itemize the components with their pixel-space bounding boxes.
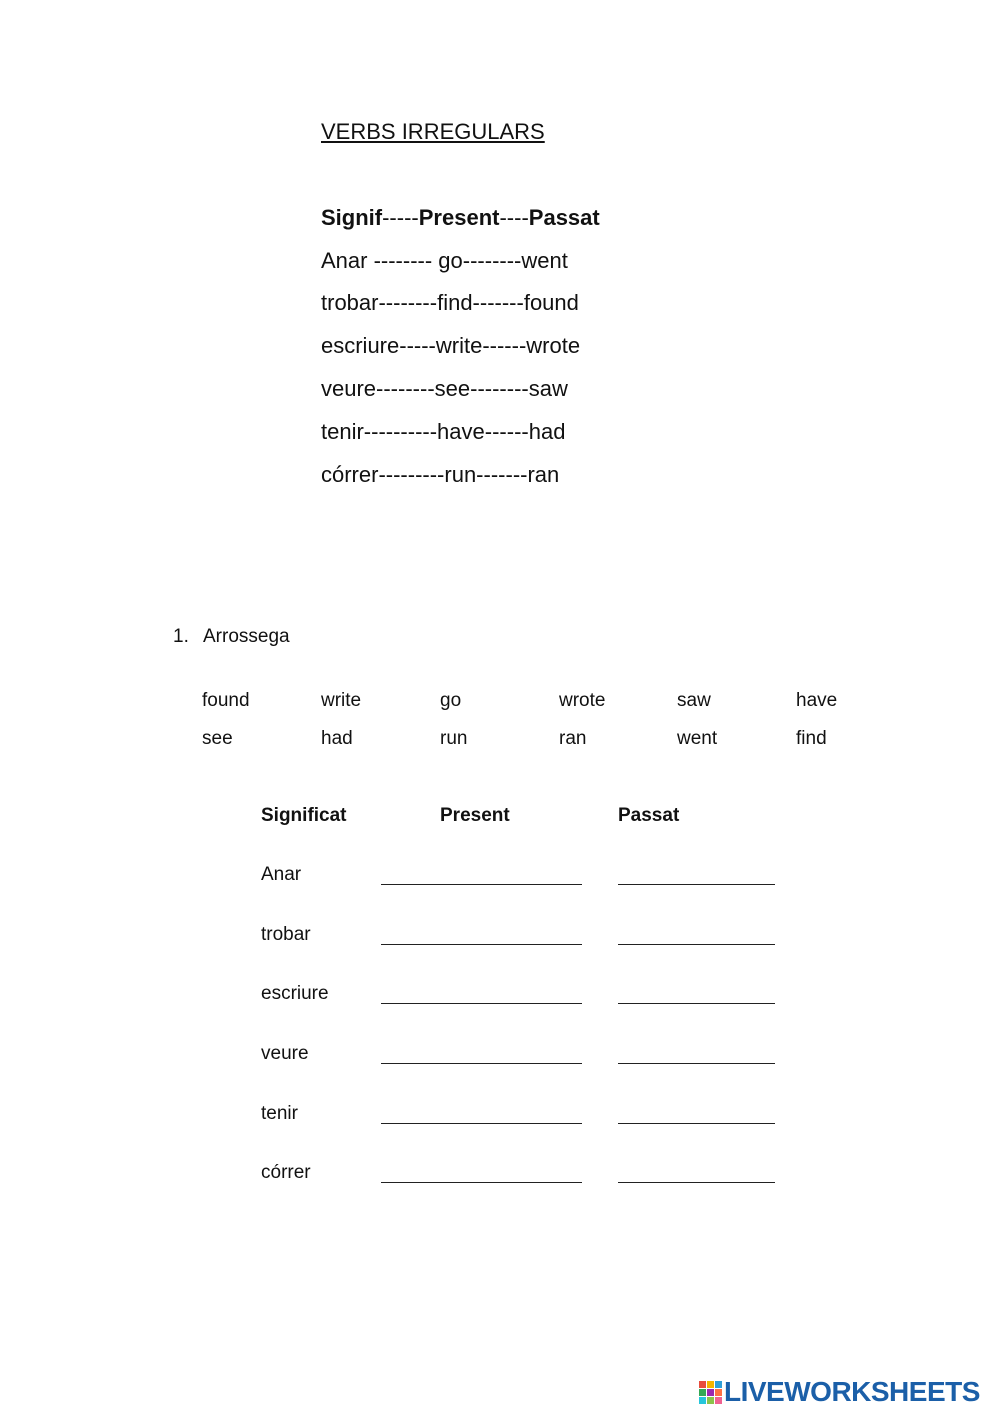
- word-bank-item[interactable]: go: [440, 690, 462, 711]
- reference-line: tenir----------have------had: [321, 419, 566, 444]
- word-bank-item[interactable]: went: [677, 728, 718, 749]
- passat-answer-blank[interactable]: [618, 1123, 775, 1124]
- reference-line: escriure-----write------wrote: [321, 333, 581, 358]
- reference-line: córrer---------run-------ran: [321, 462, 560, 487]
- reference-line: veure--------see--------saw: [321, 376, 568, 401]
- header-signif: Signif: [321, 205, 383, 230]
- word-bank-item[interactable]: had: [321, 728, 353, 749]
- present-answer-blank[interactable]: [381, 884, 582, 885]
- worksheet-title: VERBS IRREGULARS: [321, 119, 545, 144]
- present-answer-blank[interactable]: [381, 1003, 582, 1004]
- column-header-significat: Significat: [261, 805, 347, 826]
- header-passat: Passat: [528, 205, 600, 230]
- present-answer-blank[interactable]: [381, 1123, 582, 1124]
- exercise-instruction: Arrossega: [203, 626, 290, 647]
- present-answer-blank[interactable]: [381, 944, 582, 945]
- word-bank-item[interactable]: wrote: [559, 690, 606, 711]
- word-bank-item[interactable]: saw: [677, 690, 711, 711]
- brand-name: LIVEWORKSHEETS: [724, 1376, 980, 1407]
- present-answer-blank[interactable]: [381, 1182, 582, 1183]
- row-label: veure: [261, 1043, 309, 1064]
- exercise-number: 1.: [173, 626, 189, 647]
- column-header-present: Present: [440, 805, 510, 826]
- reference-line: trobar--------find-------found: [321, 290, 579, 315]
- word-bank-item[interactable]: run: [440, 728, 468, 749]
- row-label: escriure: [261, 983, 329, 1004]
- passat-answer-blank[interactable]: [618, 884, 775, 885]
- word-bank-item[interactable]: see: [202, 728, 233, 749]
- header-sep-1: -----: [382, 205, 419, 230]
- word-bank-item[interactable]: write: [321, 690, 362, 711]
- reference-header: [321, 205, 600, 231]
- passat-answer-blank[interactable]: [618, 1182, 775, 1183]
- word-bank-item[interactable]: found: [202, 690, 250, 711]
- header-sep-2: ----: [499, 205, 529, 230]
- present-answer-blank[interactable]: [381, 1063, 582, 1064]
- row-label: tenir: [261, 1103, 298, 1124]
- row-label: trobar: [261, 924, 311, 945]
- row-label: córrer: [261, 1162, 311, 1183]
- word-bank-item[interactable]: ran: [559, 728, 587, 749]
- passat-answer-blank[interactable]: [618, 1063, 775, 1064]
- header-present: Present: [418, 205, 500, 230]
- column-header-passat: Passat: [618, 805, 680, 826]
- word-bank-item[interactable]: have: [796, 690, 838, 711]
- reference-line: Anar -------- go--------went: [321, 248, 568, 273]
- word-bank-item[interactable]: find: [796, 728, 827, 749]
- passat-answer-blank[interactable]: [618, 944, 775, 945]
- passat-answer-blank[interactable]: [618, 1003, 775, 1004]
- row-label: Anar: [261, 864, 302, 885]
